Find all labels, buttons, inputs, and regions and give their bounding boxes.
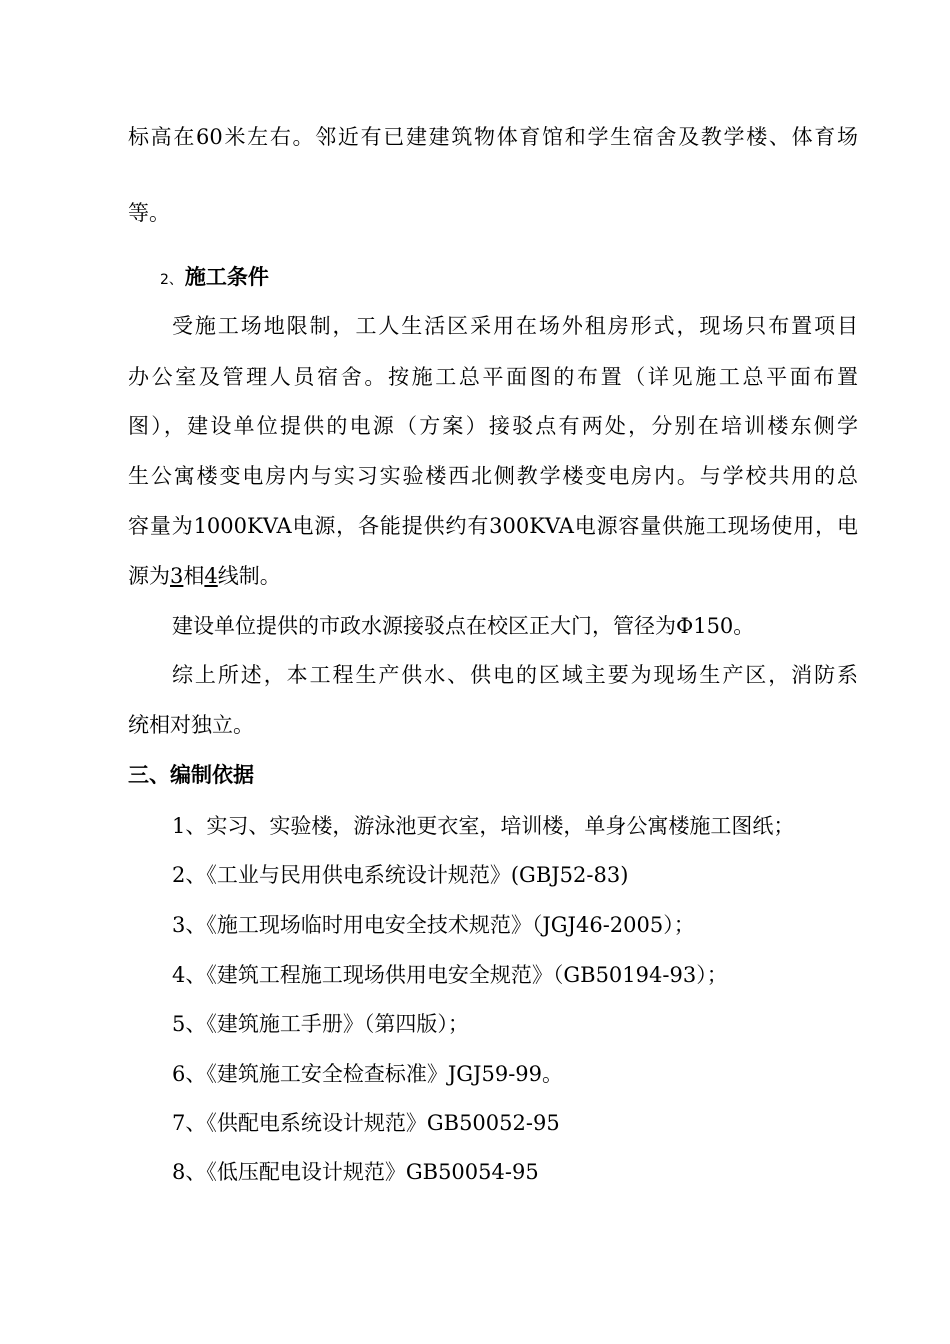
section-2-heading (160, 262, 269, 295)
section-2-number: 2、 (160, 272, 183, 288)
para3-line-2: 统相对独立。 (128, 713, 254, 737)
reference-item-3: 3、《施工现场临时用电安全技术规范》（JGJ46-2005）； (172, 913, 695, 937)
section-2-title: 施工条件 (184, 265, 269, 289)
intro-line-1: 标高在60米左右。邻近有已建建筑物体育馆和学生宿舍及教学楼、体育场 (128, 125, 858, 149)
wire-count: 4 (204, 564, 218, 588)
reference-item-8: 8、《低压配电设计规范》GB50054-95 (172, 1160, 539, 1184)
para1-line-1: 受施工场地限制，工人生活区采用在场外租房形式，现场只布置项目 (172, 314, 858, 338)
section-3-heading: 三、编制依据 (128, 763, 254, 787)
para1-line-6 (128, 561, 281, 591)
reference-item-2: 2、《工业与民用供电系统设计规范》(GBJ52-83) (172, 863, 629, 887)
para1-line-2: 办公室及管理人员宿舍。按施工总平面图的布置（详见施工总平面布置 (128, 365, 858, 389)
reference-item-4: 4、《建筑工程施工现场供用电安全规范》（GB50194-93）； (172, 963, 728, 987)
reference-item-7: 7、《供配电系统设计规范》GB50052-95 (172, 1111, 560, 1135)
reference-item-5: 5、《建筑施工手册》（第四版）； (172, 1012, 469, 1036)
para2: 建设单位提供的市政水源接驳点在校区正大门，管径为Φ150。 (172, 614, 755, 638)
phase-count: 3 (170, 564, 184, 588)
power-text-pre: 源为 (128, 564, 170, 588)
para1-line-3: 图），建设单位提供的电源（方案）接驳点有两处，分别在培训楼东侧学 (128, 414, 858, 438)
power-text-post: 线制。 (217, 564, 281, 588)
reference-item-1: 1、实习、实验楼，游泳池更衣室，培训楼，单身公寓楼施工图纸； (172, 814, 795, 838)
para1-line-5: 容量为1000KVA电源，各能提供约有300KVA电源容量供施工现场使用，电 (128, 514, 858, 538)
intro-line-2: 等。 (128, 201, 170, 225)
para3-line-1: 综上所述，本工程生产供水、供电的区域主要为现场生产区，消防系 (172, 663, 858, 687)
reference-item-6: 6、《建筑施工安全检查标准》JGJ59-99。 (172, 1062, 564, 1086)
power-text-mid: 相 (183, 564, 205, 588)
para1-line-4: 生公寓楼变电房内与实习实验楼西北侧教学楼变电房内。与学校共用的总 (128, 464, 858, 488)
